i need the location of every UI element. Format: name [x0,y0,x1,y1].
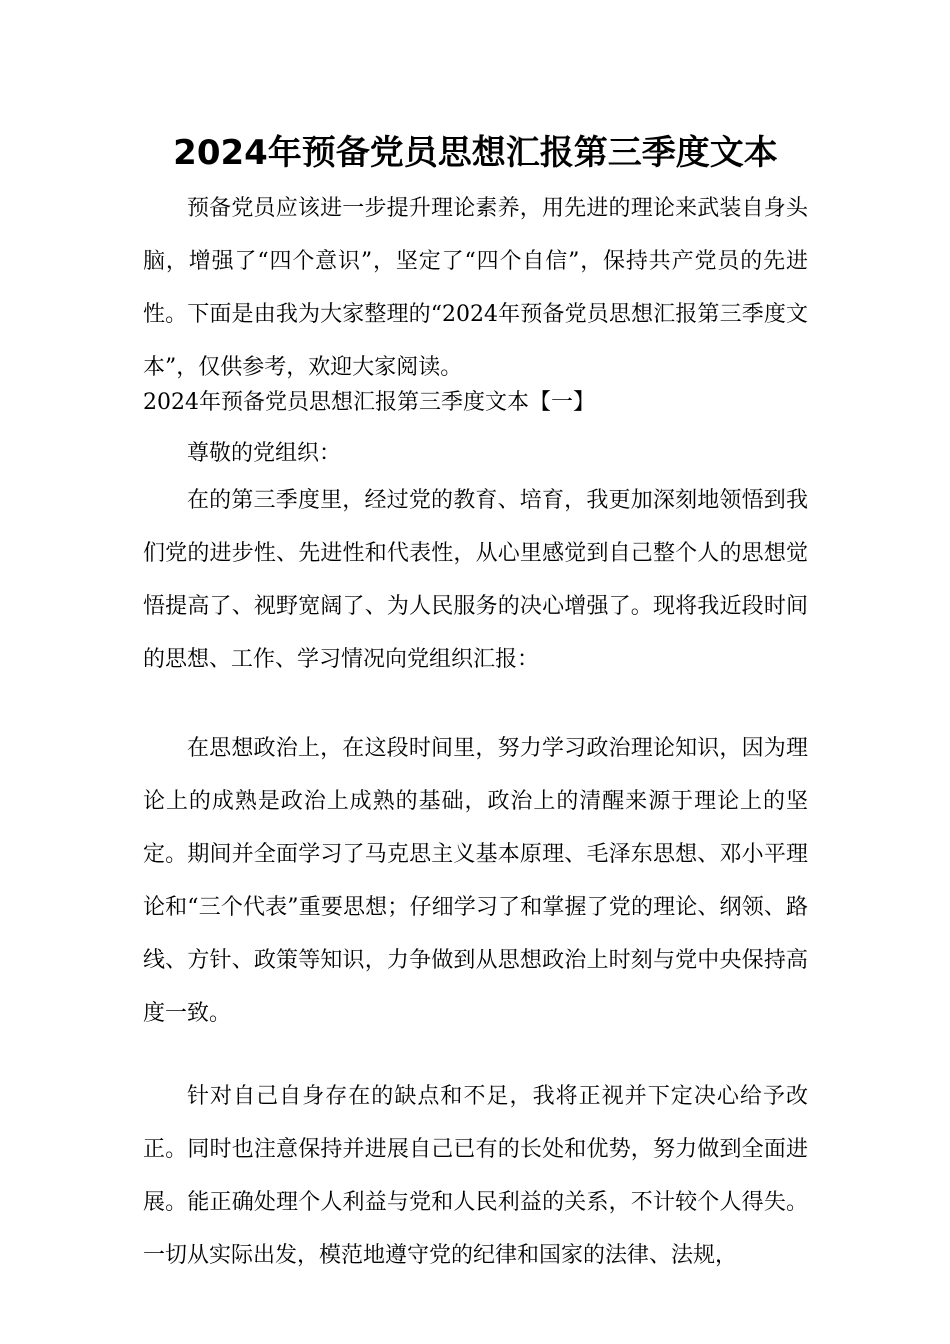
body-paragraph-3: 针对自己自身存在的缺点和不足，我将正视并下定决心给予改正。同时也注意保持并进展自己已有的长处和优势，努力做到全面进展。能正确处理个人利益与党和人民利益的关系，不计较个人得失。一切从实际出发，模范地遵守党的纪律和国家的法律、法规， [143,1084,808,1268]
salutation: 尊敬的党组织： [187,441,342,466]
document-title: 2024年预备党员思想汇报第三季度文本 [173,133,778,173]
section-heading: 2024年预备党员思想汇报第三季度文本【一】 [143,390,595,415]
body-paragraph-1: 在的第三季度里，经过党的教育、培育，我更加深刻地领悟到我们党的进步性、先进性和代表性，从心里感觉到自己整个人的思想觉悟提高了、视野宽阔了、为人民服务的决心增强了。现将我近段时间的思想、工作、学习情况向党组织汇报： [143,488,808,672]
body-paragraph-2: 在思想政治上，在这段时间里，努力学习政治理论知识，因为理论上的成熟是政治上成熟的基础，政治上的清醒来源于理论上的坚定。期间并全面学习了马克思主义基本原理、毛泽东思想、邓小平理论和“三个代表”重要思想；仔细学习了和掌握了党的理论、纲领、路线、方针、政策等知识，力争做到从思想政治上时刻与党中央保持高度一致。 [143,736,808,1026]
intro-paragraph: 预备党员应该进一步提升理论素养，用先进的理论来武装自身头脑，增强了“四个意识”，坚定了“四个自信”，保持共产党员的先进性。下面是由我为大家整理的“2024年预备党员思想汇报第三季度文本”，仅供参考，欢迎大家阅读。 [143,196,808,380]
